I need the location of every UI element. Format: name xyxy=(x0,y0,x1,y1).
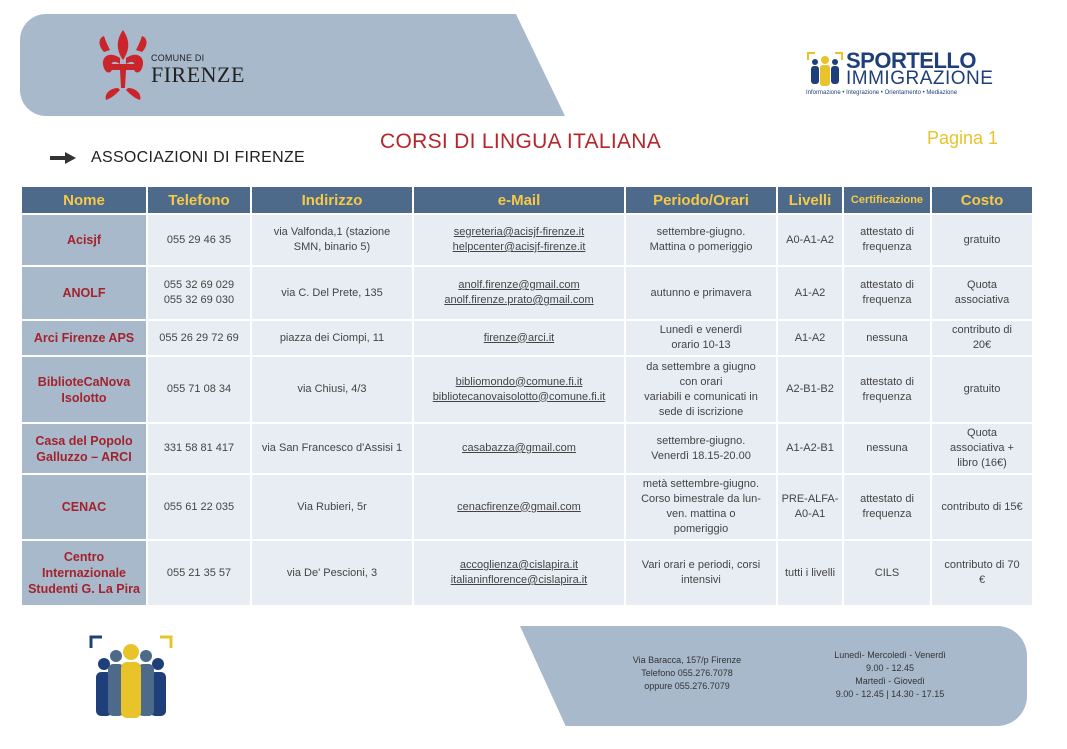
levels-line: A1-A2-B1 xyxy=(786,442,834,454)
cost-cell xyxy=(932,267,1032,319)
levels-line: A1-A2 xyxy=(794,286,826,299)
period-line: Mattina o pomeriggio xyxy=(649,241,753,253)
table-row xyxy=(22,541,1032,605)
period-cell xyxy=(626,475,776,539)
phone-line: 055 61 22 035 xyxy=(163,500,235,513)
address-cell xyxy=(252,475,412,539)
phone-line: 331 58 81 417 xyxy=(163,442,235,454)
association-name-cell xyxy=(22,357,146,422)
email-link[interactable]: bibliotecanovaisolotto@comune.fi.it xyxy=(432,390,606,403)
association-name-line: Studenti G. La Pira xyxy=(28,582,140,596)
certification-line: attestato di xyxy=(860,375,914,388)
period-line: da settembre a giugno xyxy=(646,360,756,373)
footer-hours-line: Lunedì- Mercoledì - Venerdì xyxy=(834,650,946,660)
address-line: via De' Pescioni, 3 xyxy=(286,566,378,579)
cost-cell xyxy=(932,215,1032,265)
certification-line: frequenza xyxy=(862,241,912,253)
comune-firenze-logo xyxy=(96,28,256,104)
cost-line: libro (16€) xyxy=(957,457,1007,469)
table-row xyxy=(22,424,1032,473)
phone-cell xyxy=(148,357,250,422)
certification-line: CILS xyxy=(874,566,900,579)
email-link[interactable]: firenze@arci.it xyxy=(483,331,555,344)
period-cell xyxy=(626,215,776,265)
address-line: SMN, binario 5) xyxy=(293,241,371,253)
association-name-cell xyxy=(22,475,146,539)
cost-line: contributo di 70 xyxy=(944,559,1020,571)
table-row xyxy=(22,267,1032,319)
phone-cell xyxy=(148,541,250,605)
cost-line: associativa xyxy=(954,294,1010,306)
period-line: con orari xyxy=(679,375,723,388)
association-name-line: Acisjf xyxy=(66,233,102,247)
phone-line: 055 29 46 35 xyxy=(166,233,232,246)
period-line: settembre-giugno. xyxy=(656,434,746,447)
people-group-icon xyxy=(88,634,174,720)
address-line: via San Francesco d'Assisi 1 xyxy=(261,442,403,454)
cost-cell xyxy=(932,541,1032,605)
phone-cell xyxy=(148,267,250,319)
email-link[interactable]: bibliomondo@comune.fi.it xyxy=(455,375,583,388)
certification-cell xyxy=(844,475,930,539)
certification-cell xyxy=(844,321,930,355)
page-title: CORSI DI LINGUA ITALIANA xyxy=(380,130,662,153)
column-header-email: e-Mail xyxy=(414,187,624,213)
period-cell xyxy=(626,357,776,422)
period-line: settembre-giugno. xyxy=(656,226,746,238)
address-line: via C. Del Prete, 135 xyxy=(281,286,383,299)
levels-cell xyxy=(778,424,842,473)
association-name-line: Centro xyxy=(63,550,105,564)
cost-cell xyxy=(932,321,1032,355)
association-name-line: CENAC xyxy=(61,500,107,514)
email-cell xyxy=(414,475,624,539)
comune-big-text: FIRENZE xyxy=(151,62,245,87)
footer-address xyxy=(612,654,762,693)
column-header-costo: Costo xyxy=(932,187,1032,213)
levels-line: A0-A1 xyxy=(794,508,826,520)
address-cell xyxy=(252,267,412,319)
phone-cell xyxy=(148,424,250,473)
phone-line: 055 32 69 030 xyxy=(163,294,235,306)
levels-line: A2-B1-B2 xyxy=(786,383,834,395)
table-row xyxy=(22,475,1032,539)
people-group-icon xyxy=(806,50,844,88)
sportello-immigrazione-logo xyxy=(806,48,1006,102)
period-cell xyxy=(626,424,776,473)
association-name-line: Arci Firenze APS xyxy=(33,331,135,345)
certification-cell xyxy=(844,267,930,319)
address-line: piazza dei Ciompi, 11 xyxy=(279,331,385,344)
phone-line: 055 26 29 72 69 xyxy=(159,331,239,344)
association-name-line: BiblioteCaNova xyxy=(37,374,131,389)
period-cell xyxy=(626,321,776,355)
phone-cell xyxy=(148,475,250,539)
association-name-cell xyxy=(22,541,146,605)
column-header-periodo: Periodo/Orari xyxy=(626,187,776,213)
footer-hours xyxy=(805,649,975,701)
footer-hours-line: 9.00 - 12.45 xyxy=(865,663,915,673)
levels-cell xyxy=(778,357,842,422)
address-cell xyxy=(252,424,412,473)
phone-line: 055 32 69 029 xyxy=(163,279,235,291)
certification-line: attestato di xyxy=(860,279,914,291)
email-link[interactable]: anolf.firenze@gmail.com xyxy=(458,279,580,291)
levels-line: A0-A1-A2 xyxy=(786,233,834,246)
association-name-cell xyxy=(22,424,146,473)
levels-cell xyxy=(778,321,842,355)
period-line: pomeriggio xyxy=(673,523,729,535)
certification-line: frequenza xyxy=(862,390,912,403)
association-name-line: Galluzzo – ARCI xyxy=(36,449,132,464)
certification-line: frequenza xyxy=(862,294,912,306)
column-header-livelli: Livelli xyxy=(778,187,842,213)
association-name-line: Isolotto xyxy=(61,390,107,405)
email-link[interactable]: cenacfirenze@gmail.com xyxy=(457,500,581,513)
levels-cell xyxy=(778,541,842,605)
courses-table xyxy=(20,185,1034,607)
page-number: Pagina 1 xyxy=(927,128,999,148)
comune-small-text: COMUNE DI xyxy=(151,53,205,63)
address-cell xyxy=(252,357,412,422)
certification-cell xyxy=(844,357,930,422)
cost-line: contributo di xyxy=(952,324,1012,336)
cost-line: € xyxy=(978,574,986,586)
email-cell xyxy=(414,541,624,605)
phone-line: 055 21 35 57 xyxy=(166,566,232,579)
arrow-right-icon xyxy=(50,152,76,164)
period-line: Lunedì e venerdì xyxy=(659,324,743,336)
period-line: Corso bimestrale da lun- xyxy=(641,493,761,505)
email-link[interactable]: helpcenter@acisjf-firenze.it xyxy=(452,241,586,253)
address-cell xyxy=(252,215,412,265)
email-link[interactable]: accoglienza@cislapira.it xyxy=(459,559,579,571)
address-line: via Valfonda,1 (stazione xyxy=(273,226,391,238)
cost-line: Quota xyxy=(967,279,997,291)
email-cell xyxy=(414,267,624,319)
cost-line: contributo di 15€ xyxy=(941,500,1023,513)
cost-line: Quota xyxy=(967,427,997,439)
section-heading: ASSOCIAZIONI DI FIRENZE xyxy=(91,149,306,166)
email-cell xyxy=(414,357,624,422)
cost-cell xyxy=(932,424,1032,473)
footer-address-line: Telefono 055.276.7078 xyxy=(641,668,733,678)
period-line: orario 10-13 xyxy=(671,339,731,351)
period-line: ven. mattina o xyxy=(666,508,736,520)
cost-line: 20€ xyxy=(972,339,992,351)
association-name-cell xyxy=(22,321,146,355)
table-row xyxy=(22,215,1032,265)
email-link[interactable]: anolf.firenze.prato@gmail.com xyxy=(444,294,594,306)
period-line: Venerdì 18.15-20.00 xyxy=(651,449,751,462)
association-name-line: Internazionale xyxy=(41,566,127,580)
period-line: metà settembre-giugno. xyxy=(642,478,760,490)
footer-address-line: Via Baracca, 157/p Firenze xyxy=(632,655,742,665)
association-name-line: ANOLF xyxy=(62,286,106,300)
sportello-tagline: Informazione • Integrazione • Orientamento • Mediazione xyxy=(806,90,958,96)
email-link[interactable]: italianinflorence@cislapira.it xyxy=(450,574,588,586)
column-header-nome: Nome xyxy=(22,187,146,213)
period-line: sede di iscrizione xyxy=(658,405,744,418)
address-line: Via Rubieri, 5r xyxy=(297,500,367,513)
address-cell xyxy=(252,541,412,605)
association-name-cell xyxy=(22,267,146,319)
certification-line: attestato di xyxy=(860,493,914,505)
certification-line: frequenza xyxy=(862,508,912,520)
address-line: via Chiusi, 4/3 xyxy=(297,383,367,395)
period-line: Vari orari e periodi, corsi xyxy=(641,559,761,571)
certification-cell xyxy=(844,215,930,265)
levels-line: A1-A2 xyxy=(794,331,826,344)
period-line: variabili e comunicati in xyxy=(644,390,758,403)
sportello-title: SPORTELLO xyxy=(846,48,976,73)
email-cell xyxy=(414,321,624,355)
certification-cell xyxy=(844,424,930,473)
phone-line: 055 71 08 34 xyxy=(166,383,232,395)
period-line: intensivi xyxy=(681,574,721,586)
table-header-row xyxy=(22,187,1032,213)
email-link[interactable]: casabazza@gmail.com xyxy=(462,442,576,454)
footer-hours-line: Martedì - Giovedì xyxy=(855,676,925,686)
association-name-line: Casa del Popolo xyxy=(35,433,133,448)
column-header-indirizzo: Indirizzo xyxy=(252,187,412,213)
footer-address-line: oppure 055.276.7079 xyxy=(644,681,730,691)
cost-line: gratuito xyxy=(963,383,1001,395)
footer-hours-line: 9.00 - 12.45 | 14.30 - 17.15 xyxy=(835,689,945,699)
table-row xyxy=(22,321,1032,355)
email-cell xyxy=(414,215,624,265)
cost-cell xyxy=(932,475,1032,539)
column-header-certificazione: Certificazione xyxy=(844,187,930,213)
levels-cell xyxy=(778,267,842,319)
certification-line: nessuna xyxy=(866,442,908,454)
levels-line: tutti i livelli xyxy=(784,566,836,579)
certification-line: nessuna xyxy=(866,331,908,344)
levels-cell xyxy=(778,475,842,539)
address-cell xyxy=(252,321,412,355)
period-cell xyxy=(626,541,776,605)
cost-cell xyxy=(932,357,1032,422)
florentine-lily-icon xyxy=(96,28,150,102)
cost-line: associativa + xyxy=(950,442,1014,454)
email-cell xyxy=(414,424,624,473)
association-name-cell xyxy=(22,215,146,265)
sportello-subtitle: IMMIGRAZIONE xyxy=(846,68,994,89)
column-header-telefono: Telefono xyxy=(148,187,250,213)
levels-line: PRE-ALFA- xyxy=(781,493,839,505)
cost-line: gratuito xyxy=(963,233,1001,246)
period-line: autunno e primavera xyxy=(650,286,752,299)
period-cell xyxy=(626,267,776,319)
table-row xyxy=(22,357,1032,422)
levels-cell xyxy=(778,215,842,265)
phone-cell xyxy=(148,215,250,265)
email-link[interactable]: segreteria@acisjf-firenze.it xyxy=(453,226,585,238)
phone-cell xyxy=(148,321,250,355)
certification-line: attestato di xyxy=(860,226,914,238)
certification-cell xyxy=(844,541,930,605)
